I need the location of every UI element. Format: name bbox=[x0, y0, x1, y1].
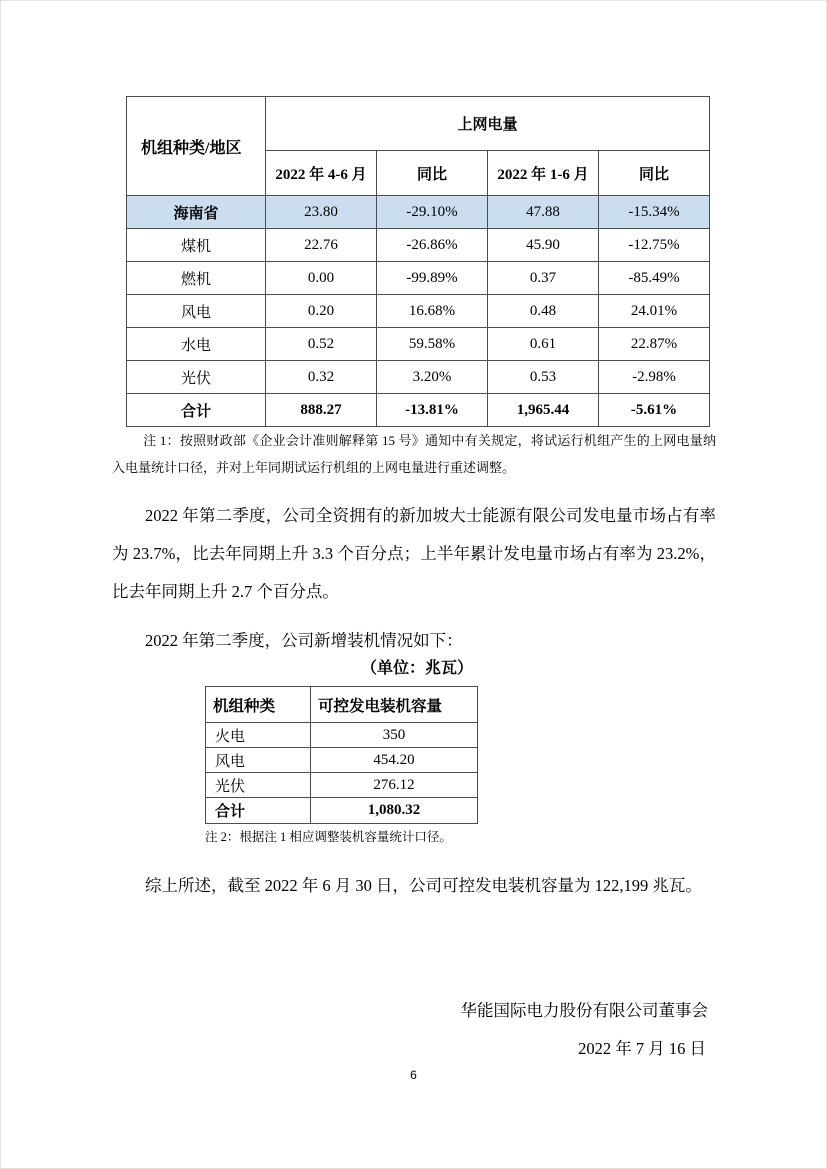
row-label: 光伏 bbox=[127, 361, 266, 394]
grid-output-table bbox=[126, 96, 710, 427]
table-cell: -99.89% bbox=[377, 262, 488, 295]
signature-company: 华能国际电力股份有限公司董事会 bbox=[460, 1001, 708, 1020]
table-row-hainan bbox=[127, 196, 710, 229]
table-cell: -85.49% bbox=[599, 262, 710, 295]
table-cell: 454.20 bbox=[311, 748, 478, 773]
table-row-solar bbox=[206, 773, 478, 798]
column-header: 同比 bbox=[599, 151, 710, 196]
table-cell: 23.80 bbox=[266, 196, 377, 229]
table-cell: -5.61% bbox=[599, 394, 710, 427]
table-cell: 1,080.32 bbox=[311, 798, 478, 824]
group-header-cell: 上网电量 bbox=[266, 97, 710, 151]
table-row-thermal bbox=[206, 723, 478, 748]
paragraph-new-capacity-intro: 2022 年第二季度，公司新增装机情况如下： bbox=[145, 631, 463, 650]
row-label: 风电 bbox=[206, 748, 311, 773]
table-cell: -13.81% bbox=[377, 394, 488, 427]
paragraph-tuas-market-share: 2022 年第二季度，公司全资拥有的新加坡大士能源有限公司发电量市场占有率为 23.7%，比去年同期上升 3.3 个百分点；上半年累计发电量市场占有率为 23.2%，比去年同期上升 2.7 个百分点。 bbox=[112, 506, 716, 601]
unit-label: （单位：兆瓦） bbox=[360, 660, 473, 677]
column-header: 机组种类 bbox=[206, 687, 311, 723]
table-cell: -2.98% bbox=[599, 361, 710, 394]
column-header: 同比 bbox=[377, 151, 488, 196]
table-cell: -12.75% bbox=[599, 229, 710, 262]
column-header: 2022 年 4-6 月 bbox=[266, 151, 377, 196]
row-label: 水电 bbox=[127, 328, 266, 361]
row-label: 火电 bbox=[206, 723, 311, 748]
table-cell: 0.37 bbox=[488, 262, 599, 295]
table-row-gas bbox=[127, 262, 710, 295]
row-label: 风电 bbox=[127, 295, 266, 328]
row-label: 煤机 bbox=[127, 229, 266, 262]
table-cell: -15.34% bbox=[599, 196, 710, 229]
table-cell: 0.53 bbox=[488, 361, 599, 394]
table-cell: 0.48 bbox=[488, 295, 599, 328]
table-cell: 0.20 bbox=[266, 295, 377, 328]
table-row-solar bbox=[127, 361, 710, 394]
row-label: 光伏 bbox=[206, 773, 311, 798]
table-cell: 59.58% bbox=[377, 328, 488, 361]
table-cell: 888.27 bbox=[266, 394, 377, 427]
table-cell: 47.88 bbox=[488, 196, 599, 229]
capacity-table bbox=[205, 686, 478, 824]
table-row-wind bbox=[127, 295, 710, 328]
table-cell: 0.61 bbox=[488, 328, 599, 361]
table-cell: 22.76 bbox=[266, 229, 377, 262]
table-row-wind bbox=[206, 748, 478, 773]
table-cell: 16.68% bbox=[377, 295, 488, 328]
column-header: 2022 年 1-6 月 bbox=[488, 151, 599, 196]
table-header-row bbox=[206, 687, 478, 723]
table-cell: 0.52 bbox=[266, 328, 377, 361]
table-cell: -26.86% bbox=[377, 229, 488, 262]
row-label: 燃机 bbox=[127, 262, 266, 295]
table-cell: 350 bbox=[311, 723, 478, 748]
corner-header-cell: 机组种类/地区 bbox=[127, 97, 266, 196]
table-cell: 276.12 bbox=[311, 773, 478, 798]
table-cell: 45.90 bbox=[488, 229, 599, 262]
table-row-total bbox=[127, 394, 710, 427]
footnote-1: 注 1：按照财政部《企业会计准则解释第 15 号》通知中有关规定，将试运行机组产生的上网电量纳入电量统计口径，并对上年同期试运行机组的上网电量进行重述调整。 bbox=[112, 433, 716, 475]
table-cell: -29.10% bbox=[377, 196, 488, 229]
table-header-row bbox=[127, 97, 710, 151]
table-row-coal bbox=[127, 229, 710, 262]
table-cell: 22.87% bbox=[599, 328, 710, 361]
column-header: 可控发电装机容量 bbox=[311, 687, 478, 723]
footnote-2: 注 2：根据注 1 相应调整装机容量统计口径。 bbox=[205, 830, 452, 844]
table-row-hydro bbox=[127, 328, 710, 361]
row-label: 合计 bbox=[206, 798, 311, 824]
row-label: 合计 bbox=[127, 394, 266, 427]
table-cell: 1,965.44 bbox=[488, 394, 599, 427]
row-label: 海南省 bbox=[127, 196, 266, 229]
table-cell: 3.20% bbox=[377, 361, 488, 394]
signature-date: 2022 年 7 月 16 日 bbox=[578, 1039, 706, 1058]
table-cell: 0.00 bbox=[266, 262, 377, 295]
paragraph-total-capacity: 综上所述，截至 2022 年 6 月 30 日，公司可控发电装机容量为 122,199 兆瓦。 bbox=[145, 876, 702, 895]
table-row-total bbox=[206, 798, 478, 824]
table-cell: 24.01% bbox=[599, 295, 710, 328]
table-cell: 0.32 bbox=[266, 361, 377, 394]
page-number: 6 bbox=[410, 1068, 417, 1082]
